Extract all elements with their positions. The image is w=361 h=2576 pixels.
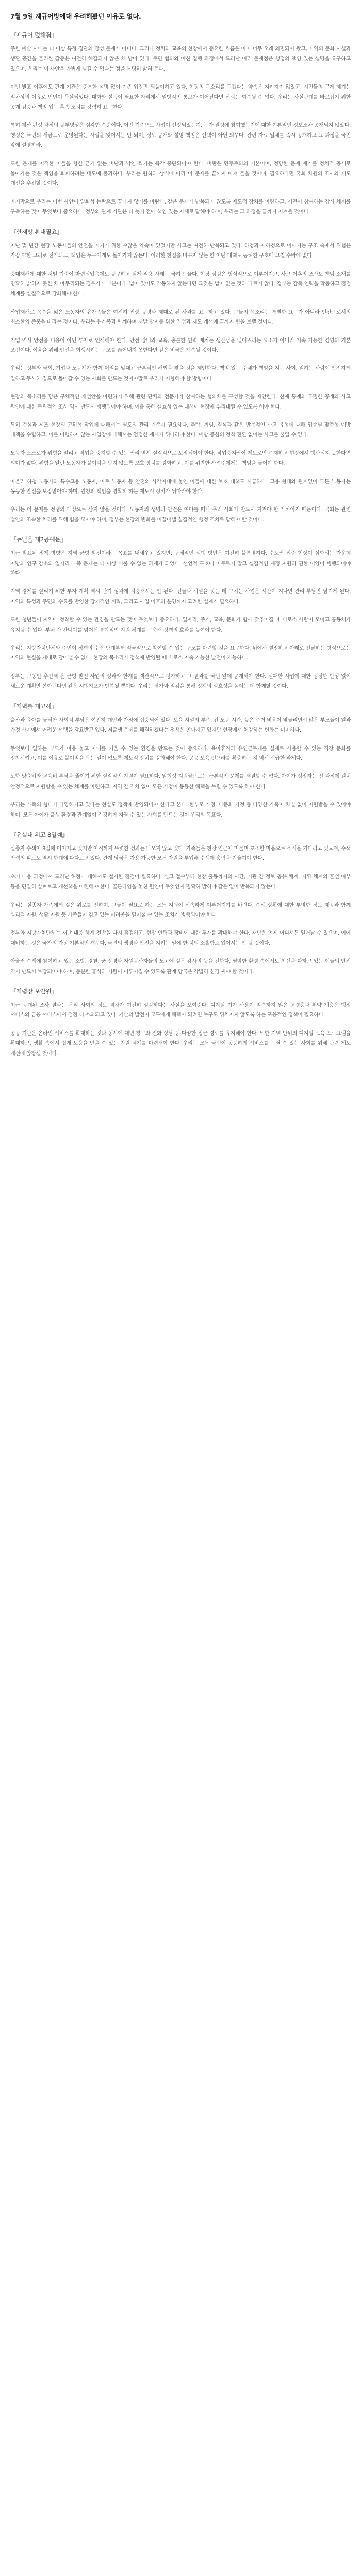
press-release <box>0 0 361 1059</box>
paragraph: 초기 대응 과정에서 드러난 허점에 대해서도 철저한 점검이 필요하다. 신고 접수부터 현장 출동까지의 시간, 기관 간 정보 공유 체계, 지휘 체계의 혼선 여부 등을 면밀히 살펴보고 개선책을 마련해야 한다. 골든타임을 놓친 원인이 무엇인지 명확히 밝혀야 같은 일이 반복되지 않는다. <box>10 874 351 890</box>
paragraph: 또한 청년들이 지역에 정착할 수 있는 환경을 만드는 것이 무엇보다 중요하다. 일자리, 주거, 교육, 문화가 함께 갖추어질 때 비로소 사람이 모이고 공동체가 유지될 수 있다. 부처 간 칸막이를 넘어선 통합적인 지원 체계를 구축해 정책의 효과를 높여야 한다. <box>10 617 351 633</box>
paragraph: 최근 공개된 조사 결과는 우리 사회의 정보 격차가 여전히 심각하다는 사실을 보여준다. 디지털 기기 사용이 익숙하지 않은 고령층과 취약 계층은 행정 서비스와 금융 서비스에서 점점 더 소외되고 있다. 기술의 발전이 모두에게 혜택이 되려면 누구도 뒤처지지 않도록 하는 포용적인 정책이 필요하다. <box>10 1003 351 1019</box>
paragraph: 이번 발표 이후에도 관계 기관은 충분한 설명 없이 기존 입장만 되풀이하고 있다. 현장의 목소리를 듣겠다는 약속은 지켜지지 않았고, 시민들의 문제 제기는 절차상의 이유로 번번이 묵살되었다. 대화와 설득이 필요한 자리에서 일방적인 통보가 이어진다면 신뢰는 회복될 수 없다. 우리는 사실관계를 바로잡기 위한 공개 검증과 책임 있는 후속 조치를 강력히 요구한다. <box>10 84 351 111</box>
section-title: 『재규어 덮해줘』 <box>10 31 57 39</box>
paragraph: 특히 건설과 제조 현장의 고위험 작업에 대해서는 별도의 관리 기준이 필요하다. 추락, 끼임, 질식과 같은 반복적인 사고 유형에 대해 업종별 맞춤형 예방 대책을 수립하고, 이를 이행하지 않는 사업장에 대해서는 엄정한 제재가 뒤따라야 한다. 예방 중심의 정책 전환 없이는 사고를 줄일 수 없다. <box>10 422 351 438</box>
section-4 <box>10 702 351 820</box>
section-2 <box>10 228 351 526</box>
paragraph: 우리는 실종자 가족에게 깊은 위로를 전하며, 그들이 필요로 하는 모든 지원이 신속하게 이루어지기를 바란다. 수색 상황에 대한 투명한 정보 제공과 함께 심리적 지원, 생활 지원 등 가족들이 겪고 있는 어려움을 덜어줄 수 있는 조치가 병행되어야 한다. <box>10 902 351 918</box>
paragraph: 우리는 이 문제를 정쟁의 대상으로 삼지 않을 것이다. 노동자의 생명과 안전은 여야를 떠나 우리 사회가 반드시 지켜야 할 가치이기 때문이다. 국회는 관련 법안의 조속한 처리를 위해 힘을 모아야 하며, 정부는 현장의 변화를 이끌어낼 실질적인 행정 조치로 답해야 할 것이다. <box>10 507 351 523</box>
section-title: 『유실대 위고 8일째』 <box>10 831 68 838</box>
paragraph: 우리는 정부와 국회, 기업과 노동계가 함께 머리를 맞대고 근본적인 해법을 찾을 것을 제안한다. 책임 있는 주체가 책임을 지는 사회, 일하는 사람이 안전하게 일하고 무사히 집으로 돌아갈 수 있는 사회를 만드는 것이야말로 우리가 지향해야 할 방향이다. <box>10 366 351 382</box>
paragraph: 또한 문제를 지적한 이들을 향한 근거 없는 비난과 낙인 찍기는 즉각 중단되어야 한다. 비판은 민주주의의 기본이며, 정당한 문제 제기를 정치적 공세로 몰아가는 것은 책임을 회피하려는 태도에 불과하다. 우리는 원칙과 상식에 따라 이 문제를 끝까지 따져 물을 것이며, 필요하다면 국회 차원의 조사와 제도 개선을 추진할 것이다. <box>10 161 351 187</box>
paragraph: 주한 예술 시대는 더 이상 특정 집단의 감성 문제가 아니다. 그러나 정치와 교육의 현장에서 중요한 흐름은 이미 너무 오래 외면되어 왔고, 지역의 문화 시설과 생활 공간을 둘러싼 갈등은 여전히 해결되지 않은 채 남아 있다. 주민 협의와 예산 집행 과정에서 드러난 여러 문제점은 행정의 책임 있는 설명을 요구하고 있으며, 우리는 이 사안을 가볍게 넘길 수 없다는 점을 분명히 밝혀 둔다. <box>10 46 351 72</box>
section-title: 『뉴딜을 제2공예문』 <box>10 536 67 544</box>
paragraph: 지역 경제를 살리기 위한 투자 계획 역시 단기 성과에 치중해서는 안 된다. 건물과 시설을 짓는 데 그치는 사업은 시간이 지나면 관리 부담만 남기게 된다. 지역의 특성과 주민의 수요를 반영한 장기적인 계획, 그리고 사업 이후의 운영까지 고려한 설계가 필요하다. <box>10 589 351 605</box>
section-title: 『산재방 환대필요』 <box>10 228 63 235</box>
paragraph: 또한 양육비와 교육비 부담을 줄이기 위한 실질적인 지원이 필요하다. 일회성 지원금으로는 근본적인 문제를 해결할 수 없다. 아이가 성장하는 전 과정에 걸쳐 안정적으로 지원받을 수 있는 체계를 마련하고, 지역 간 격차 없이 모든 가정이 동등한 혜택을 누릴 수 있도록 해야 한다. <box>10 774 351 790</box>
paragraph: 아울러 수색에 참여하고 있는 소방, 경찰, 군 장병과 자원봉사자들의 노고에 깊은 감사의 뜻을 전한다. 열악한 환경 속에서도 최선을 다하고 있는 이들의 안전 역시 반드시 보장되어야 하며, 충분한 휴식과 지원이 이루어질 수 있도록 관계 당국은 각별히 신경 써야 할 것이다. <box>10 959 351 975</box>
paragraph: 기업 역시 안전을 비용이 아닌 투자로 인식해야 한다. 안전 장비와 교육, 충분한 인력 배치는 생산성을 떨어뜨리는 요소가 아니라 지속 가능한 경영의 기본 조건이다. 이윤을 위해 안전을 희생시키는 구조를 끊어내지 못한다면 같은 비극은 계속될 것이다. <box>10 337 351 353</box>
paragraph: 지난 몇 년간 현장 노동자들의 안전을 지키기 위한 수많은 약속이 있었지만 사고는 여전히 반복되고 있다. 하청과 재하청으로 이어지는 구조 속에서 위험은 가장 약한 고리로 전가되고, 책임은 누구에게도 돌아가지 않는다. 이러한 현실을 바꾸지 않는 한 어떤 대책도 공허한 구호에 그칠 수밖에 없다. <box>10 243 351 259</box>
section-title: 『저녁를 재고해』 <box>10 702 57 710</box>
paragraph: 현장의 목소리를 담은 구체적인 개선안을 마련하기 위해 관련 단체와 전문가가 참여하는 협의체를 구성할 것을 제안한다. 산재 통계의 투명한 공개와 사고 원인에 대한 독립적인 조사 역시 반드시 병행되어야 하며, 이를 통해 실효성 있는 대책이 현장에 뿌리내릴 수 있도록 해야 한다. <box>10 394 351 410</box>
paragraph: 특히 예산 편성 과정의 불투명성은 심각한 수준이다. 어떤 기준으로 사업이 선정되었는지, 누가 결정에 참여했는지에 대한 기본적인 정보조차 공개되지 않았다. 행정은 국민의 세금으로 운영된다는 사실을 잊어서는 안 되며, 정보 공개와 설명 책임은 선택이 아닌 의무다. 관련 자료 일체를 즉시 공개하고 그 과정을 국민 앞에 설명하라. <box>10 123 351 149</box>
section-title: 『저렴장 포안원』 <box>10 988 57 995</box>
section-1 <box>10 31 351 217</box>
paragraph: 실종자 수색이 8일째 이어지고 있지만 아직까지 뚜렷한 성과는 나오지 않고 있다. 가족들은 현장 인근에 머물며 초조한 마음으로 소식을 기다리고 있으며, 수색 인력의 피로도 역시 한계에 다다르고 있다. 관계 당국은 가용 가능한 모든 자원을 투입해 수색에 총력을 기울여야 한다. <box>10 845 351 862</box>
paragraph: 출산과 육아를 둘러싼 사회적 부담은 여전히 개인과 가정에 집중되어 있다. 보육 시설의 부족, 긴 노동 시간, 높은 주거 비용이 맞물리면서 많은 부모들이 일과 가정 사이에서 어려운 선택을 강요받고 있다. 저출생 문제를 해결하겠다는 정책은 쏟아지고 있지만 현장에서 체감하는 변화는 미미하다. <box>10 717 351 734</box>
paragraph: 산업재해로 목숨을 잃은 노동자의 유가족들은 여전히 진상 규명과 제대로 된 사과를 요구하고 있다. 그들의 목소리는 특별한 요구가 아니라 인간으로서의 최소한의 존중을 바라는 것이다. 우리는 유가족과 함께하며 재발 방지를 위한 입법과 제도 개선에 끝까지 힘을 보탤 것이다. <box>10 309 351 326</box>
paragraph: 최근 발표된 정책 방향은 지역 균형 발전이라는 목표를 내세우고 있지만, 구체적인 실행 방안은 여전히 불분명하다. 수도권 집중 현상이 심화되는 가운데 지방의 인구 감소와 일자리 부족 문제는 더 이상 미룰 수 없는 과제가 되었다. 선언적 구호에 머무르지 말고 실질적인 재정 지원과 권한 이양이 병행되어야 한다. <box>10 551 351 577</box>
paragraph: 정부와 지방자치단체는 재난 대응 체계 전반을 다시 점검하고, 현장 인력과 장비에 대한 투자를 확대해야 한다. 재난은 언제 어디서든 일어날 수 있으며, 이에 대비하는 것은 국가의 가장 기본적인 책무다. 국민의 생명과 안전을 지키는 일에 한 치의 소홀함도 있어서는 안 될 것이다. <box>10 930 351 946</box>
paragraph: 중대재해에 대한 처벌 기준이 마련되었음에도 불구하고 실제 적용 사례는 극히 드물다. 현장 점검은 형식적으로 이루어지고, 사고 이후의 조사도 책임 소재를 명확히 밝히지 못한 채 마무리되는 경우가 대부분이다. 법이 있어도 작동하지 않는다면 그것은 법이 없는 것과 다르지 않다. 정부는 감독 인력을 확충하고 점검 체계를 실질적으로 강화해야 한다. <box>10 271 351 297</box>
section-3 <box>10 535 351 691</box>
paragraph: 공공 기관은 온라인 서비스를 확대하는 것과 동시에 대면 창구와 전화 상담 등 다양한 접근 경로를 유지해야 한다. 또한 지역 단위의 디지털 교육 프로그램을 확대하고, 생활 속에서 쉽게 도움을 받을 수 있는 지원 체계를 마련해야 한다. 우리는 모든 국민이 동등하게 서비스를 누릴 수 있는 사회를 위해 관련 제도 개선에 앞장설 것이다. <box>10 1030 351 1057</box>
section-5 <box>10 831 351 977</box>
paragraph: 우리는 지방자치단체와 주민이 정책의 수립 단계부터 적극적으로 참여할 수 있는 구조를 마련할 것을 요구한다. 위에서 결정하고 아래로 전달하는 방식으로는 지역의 현실을 제대로 담아낼 수 없다. 현장의 목소리가 정책에 반영될 때 비로소 지속 가능한 발전이 가능하다. <box>10 646 351 662</box>
paragraph: 아울러 하청 노동자와 특수고용 노동자, 이주 노동자 등 안전의 사각지대에 놓인 이들에 대한 보호 대책도 시급하다. 고용 형태와 관계없이 모든 노동자는 동등한 안전을 보장받아야 하며, 원청의 책임을 명확히 하는 제도적 정비가 뒤따라야 한다. <box>10 479 351 495</box>
section-6 <box>10 987 351 1059</box>
paragraph: 무엇보다 일하는 부모가 마음 놓고 아이를 키울 수 있는 환경을 만드는 것이 중요하다. 육아휴직과 유연근무제를 실제로 사용할 수 있는 직장 문화를 정착시키고, 이를 이유로 불이익을 받는 일이 없도록 제도적 장치를 강화해야 한다. 공공 보육 인프라를 확충하는 것 역시 시급한 과제다. <box>10 745 351 761</box>
paragraph: 마지막으로 우리는 이번 사안이 일회성 논란으로 끝나지 않기를 바란다. 같은 문제가 반복되지 않도록 제도적 장치를 마련하고, 시민이 참여하는 감시 체계를 구축하는 것이 무엇보다 중요하다. 정부와 관계 기관은 더 늦기 전에 책임 있는 자세로 답해야 하며, 우리는 그 과정을 끝까지 지켜볼 것이다. <box>10 199 351 215</box>
headline: 7월 9일 재규어방에대 우려해봤던 이유로 없다. <box>10 12 141 20</box>
paragraph: 정부는 그동안 추진해 온 균형 발전 사업의 성과와 한계를 객관적으로 평가하고 그 결과를 국민 앞에 공개해야 한다. 실패한 사업에 대한 냉정한 반성 없이 새로운 계획만 쏟아낸다면 같은 시행착오가 반복될 뿐이다. 우리는 평가와 점검을 통해 정책의 실효성을 높이는 데 함께할 것이다. <box>10 673 351 690</box>
paragraph: 우리는 가족의 형태가 다양해지고 있다는 현실도 정책에 반영되어야 한다고 본다. 한부모 가정, 다문화 가정 등 다양한 가족이 차별 없이 지원받을 수 있어야 하며, 모든 아이가 출생 환경과 관계없이 건강하게 자랄 수 있는 사회를 만드는 것이 우리의 목표다. <box>10 802 351 818</box>
paragraph: 노동자 스스로가 위험을 알리고 작업을 중지할 수 있는 권리 역시 실질적으로 보장되어야 한다. 작업중지권이 제도로만 존재하고 현장에서 행사되지 못한다면 의미가 없다. 위험을 알린 노동자가 불이익을 받지 않도록 보호 장치를 강화하고, 이를 위반한 사업주에게는 책임을 물어야 한다. <box>10 450 351 467</box>
